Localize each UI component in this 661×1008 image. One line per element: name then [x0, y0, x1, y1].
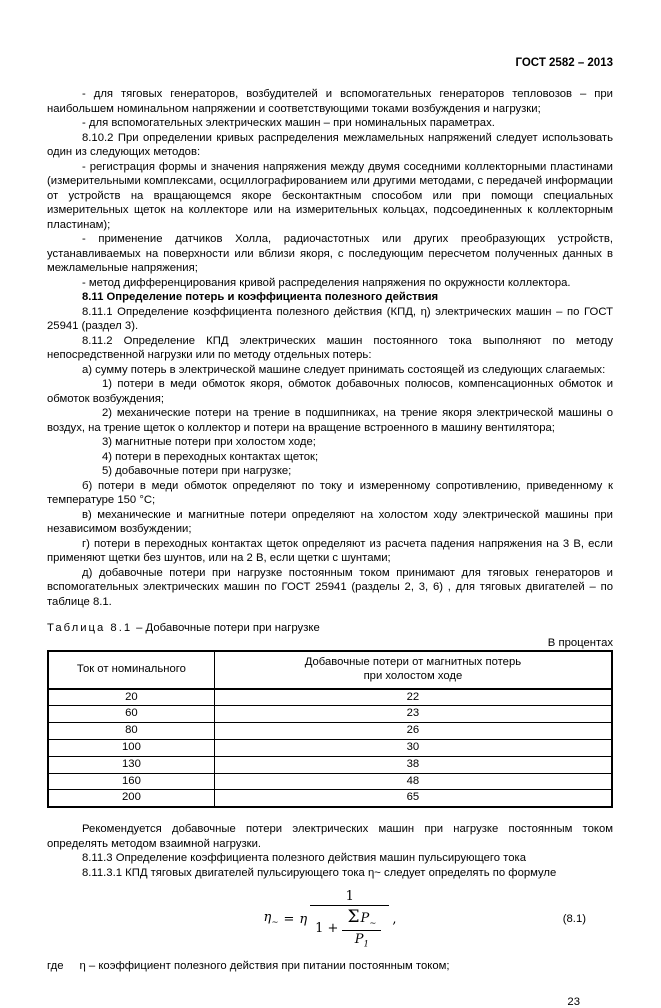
para-8-11-3-1: 8.11.3.1 КПД тяговых двигателей пульсирующего тока η~ следует определять по формуле — [82, 866, 557, 879]
table-row — [48, 689, 612, 706]
para-item-3: 3) магнитные потери при холостом ходе; — [102, 436, 316, 448]
para-item-g: г) потери в переходных контактах щеток определяют из расчета падения напряжения на 3 В, если применяют щетки без шунтов, или на 2 В, если щетки с шунтами; — [47, 537, 613, 564]
table-row — [48, 739, 612, 756]
para-recommendation: Рекомендуется добавочные потери электрических машин при нагрузке постоянным током определять методом взаимной нагрузки. — [47, 823, 613, 850]
where-text: η – коэффициент полезного действия при питании постоянным током; — [79, 960, 450, 973]
formula-8-1 — [47, 889, 613, 949]
para-item-5: 5) добавочные потери при нагрузке; — [102, 465, 292, 477]
para-item-2: 2) механические потери на трение в подшипниках, на трение якоря электрической машины о воздух, на трение щеток о коллектор и потери на вращение встроенного в машину вентилятора; — [47, 407, 613, 434]
formula-p1: $P_1$ — [354, 931, 369, 950]
para-8-10-2: 8.10.2 При определении кривых распределения межламельных напряжений следует использовать один из следующих методов: — [47, 131, 613, 158]
cell-losses: 30 — [214, 739, 612, 756]
para-method-registration: - регистрация формы и значения напряжения между двумя соседними коллекторными пластинами (измерительными комплексами, осциллографированием или другими методами, с передачей информации от устройств на вращающемся якоре бесконтактным способом или при помощи специальных измерительных щеток на коллекторе или на измерительных кольцах, подсоединенных к коллекторным пластинам); — [47, 160, 613, 231]
table-header-losses: Добавочные потери от магнитных потерь при холостом ходе — [214, 651, 612, 689]
cell-losses: 38 — [214, 756, 612, 773]
table-caption-text: – Добавочные потери при нагрузке — [136, 622, 320, 634]
page-number: 23 — [567, 995, 580, 1008]
cell-current: 100 — [48, 739, 214, 756]
table-header-row — [48, 651, 612, 689]
cell-losses: 65 — [214, 790, 612, 807]
formula-expression — [264, 889, 397, 949]
table-row — [48, 790, 612, 807]
equals-sign: = — [283, 911, 295, 927]
para-dash-aux-machines: - для вспомогательных электрических машин – при номинальных параметрах. — [82, 117, 495, 129]
table-row — [48, 773, 612, 790]
para-item-d: д) добавочные потери при нагрузке постоянным током принимают для тяговых генераторов и вспомогательных электрических машин по ГОСТ 25941 (разделы 2, 3, 6) , для тяговых двигателей – по таблице 8.1. — [47, 566, 613, 608]
sigma-symbol: Σ — [347, 907, 360, 928]
para-8-11-2: 8.11.2 Определение КПД электрических машин постоянного тока выполняют по методу непосредственной нагрузки или по методу отдельных потерь: — [47, 334, 613, 361]
para-item-a: а) сумму потерь в электрической машине следует принимать состоящей из следующих слагаемых: — [82, 363, 606, 376]
para-item-b: б) потери в меди обмоток определяют по току и измеренному сопротивлению, приведенному к температуре 150 °С; — [47, 479, 613, 506]
after-table-text — [47, 822, 613, 880]
table-header-current: Ток от номинального — [48, 651, 214, 689]
para-dash-generators: - для тяговых генераторов, возбудителей и вспомогательных генераторов тепловозов – при наибольшем номинальном напряжении и соответствующими токами возбуждения и нагрузки; — [47, 88, 613, 115]
table-8-1 — [47, 650, 613, 808]
para-method-differentiation: - метод дифференцирования кривой распределения напряжения по окружности коллектора. — [82, 276, 571, 289]
where-label: где — [47, 960, 64, 973]
para-item-1: 1) потери в меди обмоток якоря, обмоток добавочных полюсов, компенсационных обмоток и обмоток возбуждения; — [47, 378, 613, 405]
para-8-11-3: 8.11.3 Определение коэффициента полезного действия машин пульсирующего тока — [82, 852, 526, 865]
table-row — [48, 756, 612, 773]
cell-current: 160 — [48, 773, 214, 790]
formula-inner-fraction — [342, 907, 381, 949]
equation-number: (8.1) — [562, 913, 586, 926]
formula-comma: , — [392, 911, 397, 927]
where-clause — [47, 959, 613, 974]
table-row — [48, 723, 612, 740]
formula-eta-pulse: $\eta_\sim$ — [263, 910, 279, 929]
heading-8-11: 8.11 Определение потерь и коэффициента полезного действия — [82, 291, 439, 303]
cell-current: 130 — [48, 756, 214, 773]
formula-p-pulse: $P_\sim$ — [360, 911, 377, 929]
cell-losses: 48 — [214, 773, 612, 790]
table-caption — [47, 622, 613, 634]
para-item-v: в) механические и магнитные потери определяют на холостом ходу электрической машины при независимом возбуждении; — [47, 508, 613, 535]
cell-current: 60 — [48, 706, 214, 723]
doc-header: ГОСТ 2582 – 2013 — [515, 57, 613, 69]
body-text — [47, 87, 613, 609]
table-unit-note: В процентах — [547, 637, 613, 649]
para-item-4: 4) потери в переходных контактах щеток; — [102, 450, 319, 463]
cell-current: 20 — [48, 689, 214, 706]
cell-losses: 26 — [214, 723, 612, 740]
table-caption-label: Таблица 8.1 — [47, 622, 133, 634]
cell-current: 80 — [48, 723, 214, 740]
table-row — [48, 706, 612, 723]
formula-outer-fraction: 1 1 + $\frac{\Sigma P_\sim}{P_1}$ — [310, 889, 389, 949]
para-8-11-1: 8.11.1 Определение коэффициента полезного действия (КПД, η) электрических машин – по ГОСТ 25941 (раздел 3). — [47, 305, 613, 332]
cell-losses: 22 — [214, 689, 612, 706]
para-method-hall-sensors: - применение датчиков Холла, радиочастотных или других преобразующих устройств, устанавливаемых на поверхности или вблизи якоря, с последующим пересчетом полученных данных в межламельные напряжения; — [47, 233, 613, 274]
cell-current: 200 — [48, 790, 214, 807]
cell-losses: 23 — [214, 706, 612, 723]
formula-eta-dc: η — [299, 911, 308, 927]
